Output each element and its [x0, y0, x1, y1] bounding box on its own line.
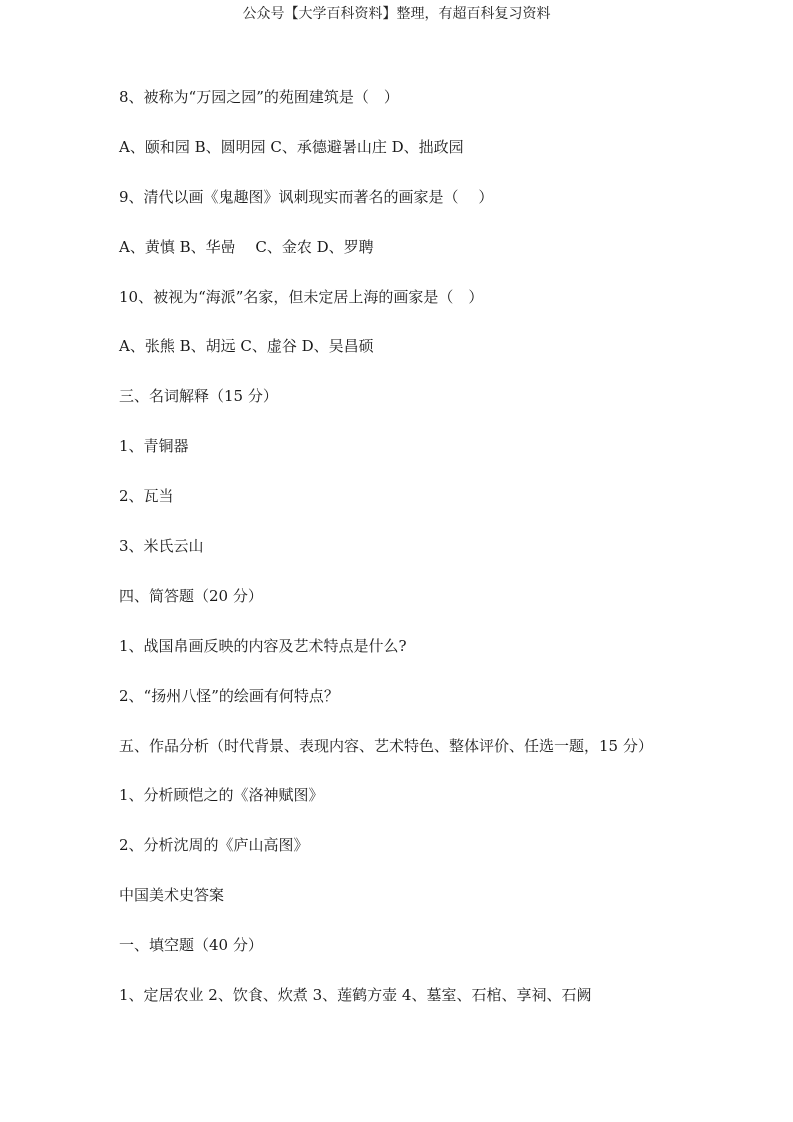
- section-heading-terms: 三、名词解释（15 分）: [119, 387, 278, 406]
- question-8: 8、被称为“万园之园”的苑囿建筑是（ ）: [119, 88, 399, 106]
- question-10: 10、被视为“海派”名家，但未定居上海的画家是（ ）: [119, 287, 484, 306]
- section-heading-analysis: 五、作品分析（时代背景、表现内容、艺术特色、整体评价、任选一题，15 分）: [119, 736, 653, 755]
- section-heading-short-answer: 四、简答题（20 分）: [119, 586, 263, 605]
- term-item: 1、青铜器: [119, 437, 189, 456]
- short-answer-item: 1、战国帛画反映的内容及艺术特点是什么?: [119, 636, 407, 655]
- short-answer-item: 2、“扬州八怪”的绘画有何特点？: [119, 686, 339, 705]
- analysis-item: 1、分析顾恺之的《洛神赋图》: [119, 786, 324, 805]
- page-header: 公众号【大学百科资料】整理，有超百科复习资料: [242, 6, 551, 22]
- question-9: 9、清代以画《鬼趣图》讽刺现实而著名的画家是（ ）: [119, 187, 494, 206]
- term-item: 3、米氏云山: [119, 537, 204, 556]
- question-10-options: A、张熊 B、胡远 C、虚谷 D、吴昌硕: [119, 337, 374, 356]
- answers-title: 中国美术史答案: [119, 886, 225, 905]
- fill-blank-answers: 1、定居农业 2、饮食、炊煮 3、莲鹤方壶 4、墓室、石棺、享祠、石阙: [119, 986, 592, 1005]
- analysis-item: 2、分析沈周的《庐山高图》: [119, 836, 309, 855]
- document-body: [119, 86, 759, 1034]
- question-9-options: A、黄慎 B、华喦 C、金农 D、罗聘: [119, 237, 374, 256]
- question-8-options: A、颐和园 B、圆明园 C、承德避暑山庄 D、拙政园: [119, 137, 464, 156]
- section-heading-fill-blank: 一、填空题（40 分）: [119, 936, 263, 955]
- term-item: 2、瓦当: [119, 487, 174, 506]
